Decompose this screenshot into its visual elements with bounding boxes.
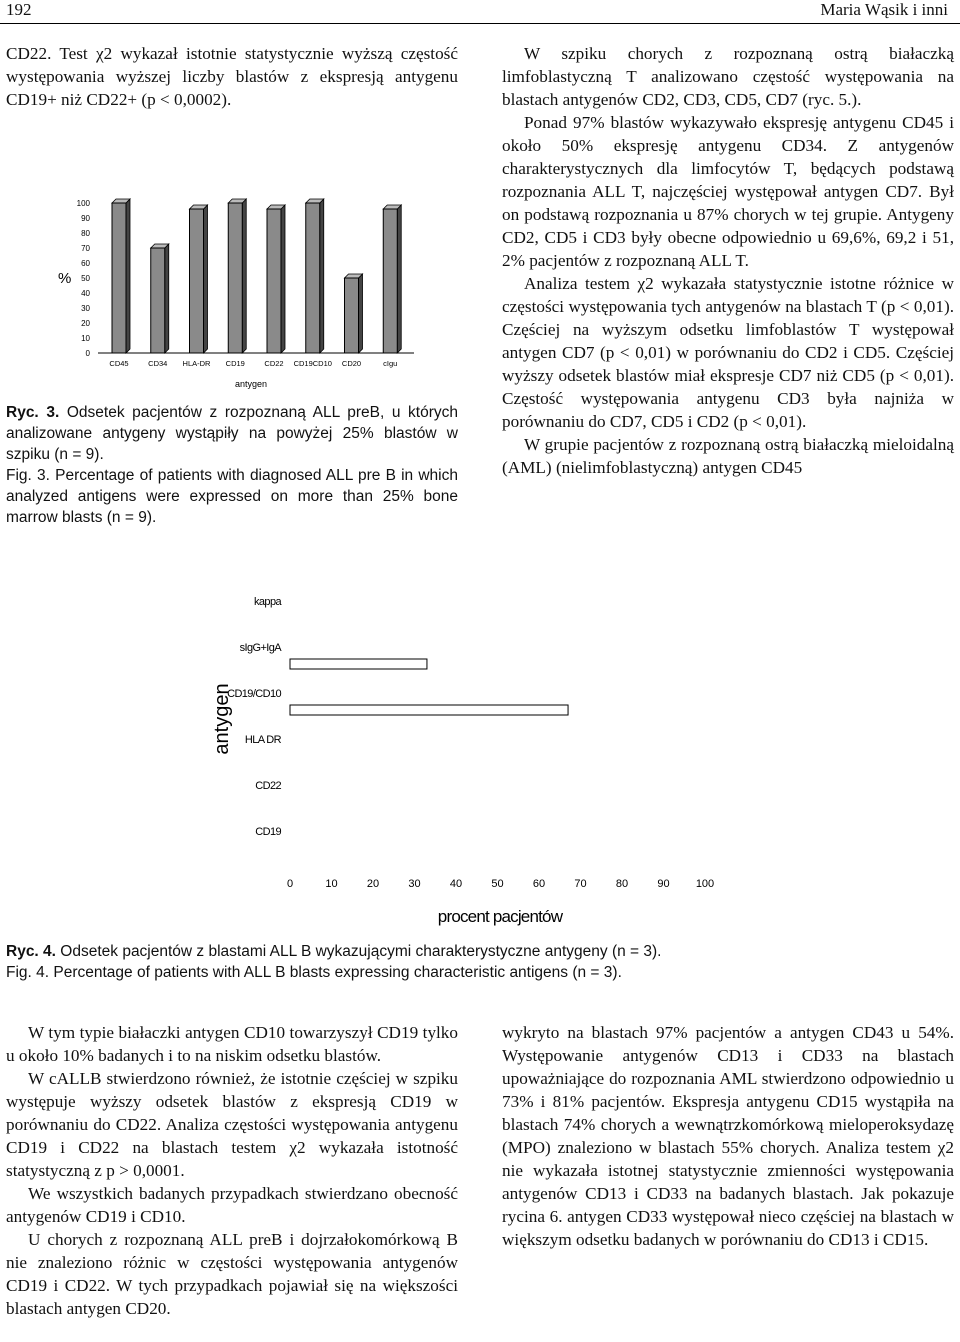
x-tick-label: 40 <box>449 878 463 890</box>
bar <box>151 248 165 353</box>
figure-4-caption-pl <box>6 941 946 962</box>
bottom-right-column <box>502 1021 954 1251</box>
bar <box>383 209 397 353</box>
figure-3-caption <box>6 402 458 528</box>
y-tick-label: 50 <box>81 274 90 283</box>
x-tick-label: 100 <box>695 878 715 890</box>
paragraph: Analiza testem χ2 wykazała statystycznie istotne różnice w częstości występowania tych antygenów na blastach T (p < 0,01). Częściej na wyższym odsetku limfoblastów T występował antygen CD7 (p < 0,01) w porównaniu do CD2 i CD5. Częściej wyższy odsetek blastów miał ekspresje CD7 niż CD5 (p < 0,01). Częstość występowania antygenu CD3 była najniża w porównaniu do CD7, CD5 i CD2 (p < 0,01). <box>502 274 954 431</box>
y-tick-label: 10 <box>81 334 90 343</box>
bar-side <box>320 199 324 353</box>
paragraph: We wszystkich badanych przypadkach stwierdzano obecność antygenów CD19 i CD10. <box>6 1184 458 1226</box>
page-header <box>0 0 960 24</box>
y-tick-label: 20 <box>81 319 90 328</box>
y-tick-label: 100 <box>76 199 90 208</box>
top-left-paragraph: CD22. Test χ2 wykazał istotnie statystycznie wyższą częstość występowania wyższej liczby blastów z ekspresją antygenu CD19+ niż CD22+ (p < 0,0002). <box>6 44 458 109</box>
x-tick-label: 60 <box>532 878 546 890</box>
y-tick-label: 30 <box>81 304 90 313</box>
x-tick-label: CD19CD10 <box>293 359 332 368</box>
top-left-column <box>6 42 458 111</box>
caption-text: Odsetek pacjentów z blastami ALL B wykazującymi charakterystyczne antygeny (n = 3). <box>55 943 662 960</box>
paragraph: Ponad 97% blastów wykazywało ekspresję antygenu CD45 i około 50% ekspresję antygenu CD34. Z antygenów charakterystycznych dla limfocytów T, będących podstawą rozpoznania ALL T, najczęściej występował antygen CD7. Był on podstawą rozpoznania u 87% chorych w tej grupie. Antygeny CD2, CD5 i CD3 były obecne odpowiednio u 69,6%, 69,2 i 51, 2% pacjentów z rozpoznaną ALL T. <box>502 113 954 270</box>
y-tick-label: HLA DR <box>244 734 281 746</box>
caption-label: Ryc. 3. <box>6 404 60 421</box>
x-tick-label: 20 <box>366 878 380 890</box>
bar <box>190 209 204 353</box>
bar <box>345 278 359 353</box>
x-tick-label: 90 <box>657 878 670 890</box>
y-tick-label: 90 <box>81 214 90 223</box>
x-tick-label: 50 <box>491 878 504 890</box>
x-tick-label: 30 <box>408 878 421 890</box>
x-tick-label: 0 <box>286 878 294 890</box>
y-tick-label: CD22 <box>255 780 281 792</box>
figure-4-caption-en <box>6 962 946 983</box>
figure-3-caption-pl <box>6 402 458 465</box>
bar-side <box>281 205 285 353</box>
x-tick-label: 80 <box>615 878 629 890</box>
bar-side <box>165 244 169 353</box>
header-rule <box>0 23 960 24</box>
paragraph: W grupie pacjentów z rozpoznaną ostrą białaczką mieloidalną (AML) (nielimfoblastyczną) antygen CD45 <box>502 435 954 477</box>
y-tick-label: sIgG+IgA <box>239 642 281 654</box>
bar-side <box>204 205 208 353</box>
x-tick-label: HLA-DR <box>182 359 211 368</box>
bottom-left-column <box>6 1021 458 1320</box>
x-tick-label: 10 <box>325 878 338 890</box>
x-tick-label: cIgu <box>383 359 398 368</box>
caption-label: Ryc. 4. <box>6 943 56 960</box>
bar <box>112 203 126 353</box>
paragraph: wykryto na blastach 97% pacjentów a antygen CD43 u 54%. Występowanie antygenów CD13 i CD33 na blastach upoważniające do rozpoznania AML stwierdzono odpowiednio u 73% i 81% pacjentów. Ekspresja antygenu CD15 wystąpiła na blastach 74% chorych a wewnątrzkomórkową mieloperoksydazę (MPO) znaleziono w blastach 55% chorych. Analiza testem χ2 nie wykazała istotnej statystycznie zmienności występowania antygenów CD13 i CD33 na badanych blastach. Jak pokazuje rycina 6. antygen CD33 występował nieco częściej na blastach w większym odsetku badanych w porównaniu do CD13 i CD15. <box>502 1023 954 1249</box>
caption-text: Percentage of patients with diagnosed ALL pre B in which analyzed antigens were expressed on more than 25% bone marrow blasts (n = 9). <box>6 467 458 526</box>
caption-label: Fig. 4. <box>6 964 50 981</box>
bar-side <box>397 205 401 353</box>
bar-side <box>242 199 246 353</box>
running-author: Maria Wąsik i inni <box>820 0 948 19</box>
figure-4-bar-chart <box>200 585 740 926</box>
bar <box>306 203 320 353</box>
y-tick-label: kappa <box>254 596 281 608</box>
x-tick-label: 70 <box>574 878 587 890</box>
bar <box>290 705 568 715</box>
bar <box>228 203 242 353</box>
paragraph: W tym typie białaczki antygen CD10 towarzyszył CD19 tylko u około 10% badanych i to na niskim odsetku blastów. <box>6 1023 458 1065</box>
y-tick-label: 80 <box>81 229 90 238</box>
y-axis-label: antygen <box>211 683 233 755</box>
x-tick-label: CD34 <box>148 359 168 368</box>
x-axis-label: antygen <box>234 379 268 389</box>
y-axis-label: % <box>58 270 72 287</box>
x-tick-label: CD19 <box>225 359 245 368</box>
paragraph: W szpiku chorych z rozpoznaną ostrą białaczką limfoblastyczną T analizowano częstość występowania na blastach antygenów CD2, CD3, CD5, CD7 (ryc. 5.). <box>502 44 954 109</box>
paragraph: U chorych z rozpoznaną ALL preB i dojrzałokomórkową B nie znaleziono różnic w częstości występowania antygenów CD19 i CD22. W tych przypadkach pojawiał się na większości blastach antygen CD20. <box>6 1230 458 1318</box>
bar-side <box>359 274 363 353</box>
paragraph: W cALLB stwierdzono również, że istotnie częściej w szpiku występuje wyższy odsetek blastów z ekspresją CD19 w porównaniu do CD22. Analiza częstości występowania antygenu CD19 i CD22 na blastach testem χ2 wykazała istotność statystyczną z p > 0,0001. <box>6 1069 458 1180</box>
caption-label: Fig. 3. <box>6 467 50 484</box>
top-right-column <box>502 42 954 479</box>
y-tick-label: 0 <box>85 349 90 358</box>
caption-text: Percentage of patients with ALL B blasts expressing characteristic antigens (n = 3). <box>49 964 622 981</box>
figure-4-caption <box>6 941 946 983</box>
y-tick-label: 70 <box>81 244 90 253</box>
y-tick-label: CD19 <box>255 826 281 838</box>
y-tick-label: 60 <box>81 259 90 268</box>
bar <box>290 659 427 669</box>
x-axis-label: procent pacjentów <box>437 907 563 926</box>
x-tick-label: CD20 <box>341 359 362 368</box>
page-number: 192 <box>6 0 32 19</box>
figure-3-bar-chart <box>40 185 430 395</box>
bar-side <box>126 199 130 353</box>
y-tick-label: 40 <box>81 289 90 298</box>
y-tick-label: CD19/CD10 <box>227 688 281 700</box>
x-tick-label: CD22 <box>264 359 284 368</box>
caption-text: Odsetek pacjentów z rozpoznaną ALL preB, u których analizowane antygeny wystąpiły na powyżej 25% blastów w szpiku (n = 9). <box>6 404 459 463</box>
x-tick-label: CD45 <box>109 359 129 368</box>
figure-3-caption-en <box>6 465 458 528</box>
bar <box>267 209 281 353</box>
